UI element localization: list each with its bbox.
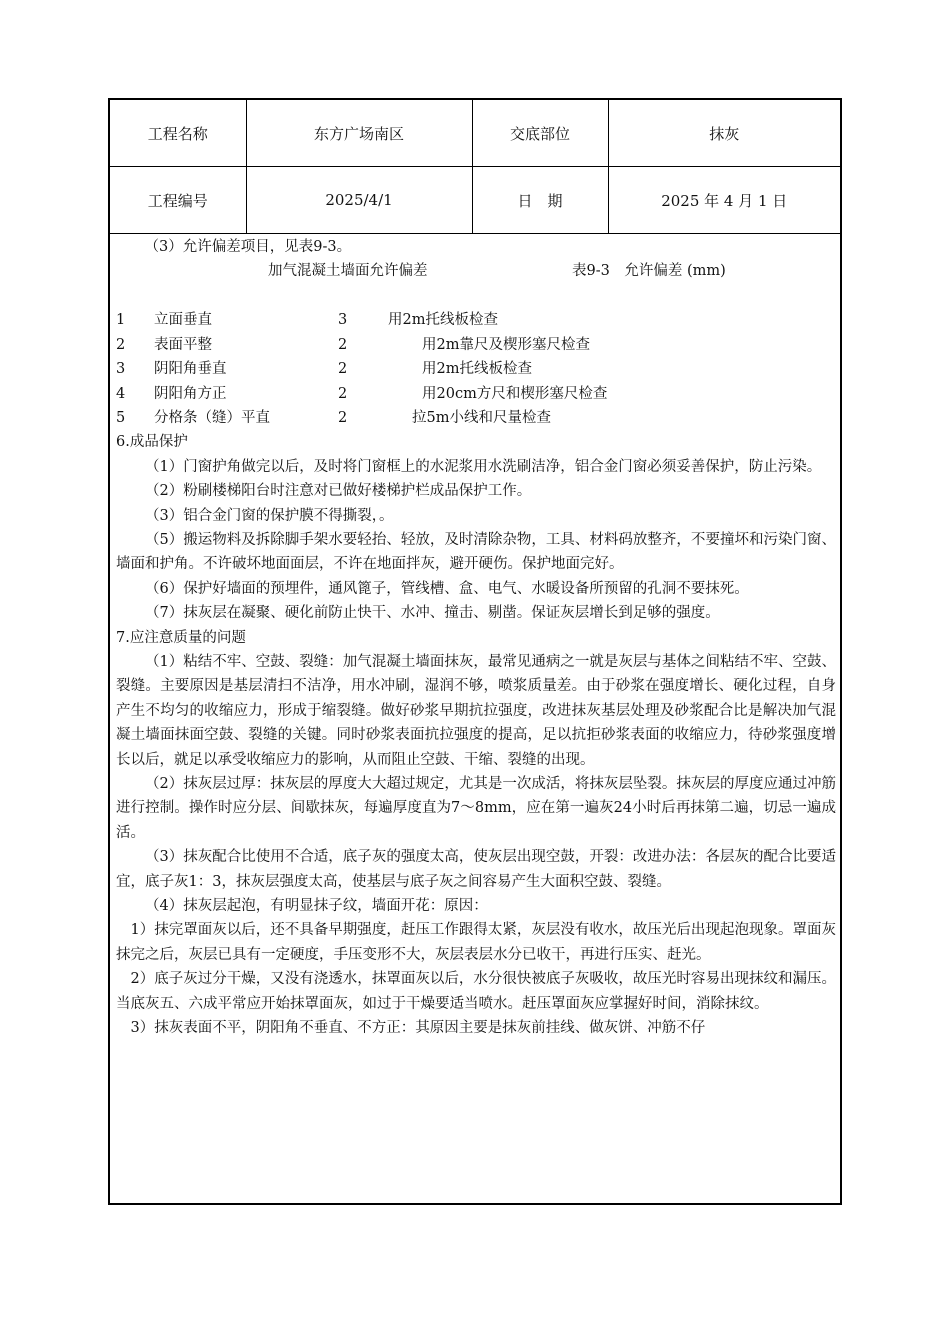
row-item: 阴阳角垂直 <box>154 361 227 378</box>
row-no: 2 <box>116 336 126 353</box>
s6-paragraph: （1）门窗护角做完以后，及时将门窗框上的水泥浆用水洗刷洁净，铝合金门窗必须妥善保护，防止污染。 <box>145 458 822 475</box>
tolerance-row <box>116 357 836 381</box>
row-item: 阴阳角方正 <box>154 385 227 402</box>
section7-title: 7.应注意质量的问题 <box>116 629 246 646</box>
table-title: 加气混凝土墙面允许偏差 <box>268 263 428 280</box>
table-caption: 表9-3 允许偏差 (mm) <box>572 263 726 280</box>
row-no: 4 <box>116 385 126 402</box>
project-name-label: 工程名称 <box>110 100 246 167</box>
row-method: 拉5m小线和尺量检查 <box>412 409 551 426</box>
row-method: 用2m靠尺及楔形塞尺检查 <box>422 336 590 353</box>
s6-paragraph: （5）搬运物料及拆除脚手架水要轻抬、轻放，及时清除杂物，工具、材料码放整齐，不要撞坏和污染门窗、墙面和护角。不许破坏地面面层，不许在地面拌灰，避开硬伤。保护地面完好。 <box>116 531 836 573</box>
part-label: 交底部位 <box>472 100 608 167</box>
intro-text: （3）允许偏差项目，见表9-3。 <box>144 239 352 255</box>
table-caption-row <box>116 259 836 284</box>
row-value: 2 <box>338 336 348 353</box>
project-name-value: 东方广场南区 <box>246 100 472 167</box>
s6-paragraph: （2）粉刷楼梯阳台时注意对已做好楼梯护栏成品保护工作。 <box>145 483 532 500</box>
row-value: 2 <box>338 385 348 402</box>
header-table <box>110 100 840 234</box>
s6-paragraph: （7）抹灰层在凝聚、硬化前防止快干、水冲、撞击、剔凿。保证灰层增长到足够的强度。 <box>145 605 720 622</box>
row-method: 用20cm方尺和楔形塞尺检查 <box>422 385 608 402</box>
row-no: 3 <box>116 361 126 378</box>
row-no: 5 <box>116 409 126 426</box>
row-item: 立面垂直 <box>154 312 212 329</box>
s7-paragraph: （3）抹灰配合比使用不合适，底子灰的强度太高，使灰层出现空鼓，开裂：改进办法：各层灰的配合比要适宜，底子灰1：3，抹灰层强度太高，使基层与底子灰之间容易产生大面积空鼓、裂缝。 <box>116 849 836 890</box>
row-method: 用2m托线板检查 <box>422 361 532 378</box>
tolerance-row <box>116 382 836 406</box>
row-no: 1 <box>116 312 126 329</box>
row-value: 2 <box>338 409 348 426</box>
row-item: 分格条（缝）平直 <box>154 409 270 426</box>
project-no-value: 2025/4/1 <box>246 167 472 234</box>
document-frame <box>108 98 842 1205</box>
part-value: 抹灰 <box>608 100 840 167</box>
row-value: 3 <box>338 312 348 329</box>
date-value: 2025 年 4 月 1 日 <box>608 167 840 234</box>
s6-paragraph: （6）保护好墙面的预埋件，通风篦子，管线槽、盒、电气、水暖设备所预留的孔洞不要抹死。 <box>145 580 749 597</box>
s7-sub-paragraph: 3）抹灰表面不平，阴阳角不垂直、不方正：其原因主要是抹灰前挂线、做灰饼、冲筋不仔 <box>130 1020 706 1037</box>
s7-paragraph: （2）抹灰层过厚：抹灰层的厚度大大超过规定，尤其是一次成活，将抹灰层坠裂。抹灰层的厚度应通过冲筋进行控制。操作时应分层、间歇抹灰，每遍厚度直为7～8mm，应在第一遍灰24小时后再抹第二遍，切忌一遍成活。 <box>116 776 836 841</box>
row-item: 表面平整 <box>154 336 212 353</box>
section6-title: 6.成品保护 <box>116 434 188 451</box>
s7-sub-paragraph: 2）底子灰过分干燥，又没有浇透水，抹罩面灰以后，水分很快被底子灰吸收，故压光时容易出现抹纹和漏压。当底灰五、六成平常应开始抹罩面灰，如过于干燥要适当喷水。赶压罩面灰应掌握好时间，消除抹纹。 <box>116 971 836 1012</box>
tolerance-row <box>116 333 836 357</box>
document-body <box>116 235 836 1041</box>
s7-paragraph: （1）粘结不牢、空鼓、裂缝：加气混凝土墙面抹灰，最常见通病之一就是灰层与基体之间粘结不牢、空鼓、裂缝。主要原因是基层清扫不洁净，用水冲刷，湿润不够，喷浆质量差。由于砂浆在强度增长、硬化过程，自身产生不均匀的收缩应力，形成于缩裂缝。做好砂浆早期抗拉强度，改进抹灰基层处理及砂浆配合比是解决加气混凝土墙面抹面空鼓、裂缝的关键。同时砂浆表面抗拉强度的提高，足以抗拒砂浆表面的收缩应力，待砂浆强度增长以后，就足以承受收缩应力的影响，从而阻止空鼓、干缩、裂缝的出现。 <box>116 654 836 768</box>
tolerance-row <box>116 406 836 430</box>
s7-sub-paragraph: 1）抹完罩面灰以后，还不具备早期强度，赶压工作跟得太紧，灰层没有收水，故压光后出现起泡现象。罩面灰抹完之后，灰层已具有一定硬度，手压变形不大，灰层表层水分已收干，再进行压实、赶光。 <box>116 922 836 963</box>
s6-paragraph: （3）铝合金门窗的保护膜不得撕裂，。 <box>145 507 394 524</box>
row-value: 2 <box>338 361 348 378</box>
project-no-label: 工程编号 <box>110 167 246 234</box>
s7-paragraph: （4）抹灰层起泡，有明显抹子纹，墙面开花：原因： <box>145 898 488 915</box>
date-label: 日 期 <box>472 167 608 234</box>
tolerance-row <box>116 308 836 332</box>
row-method: 用2m托线板检查 <box>388 312 498 329</box>
